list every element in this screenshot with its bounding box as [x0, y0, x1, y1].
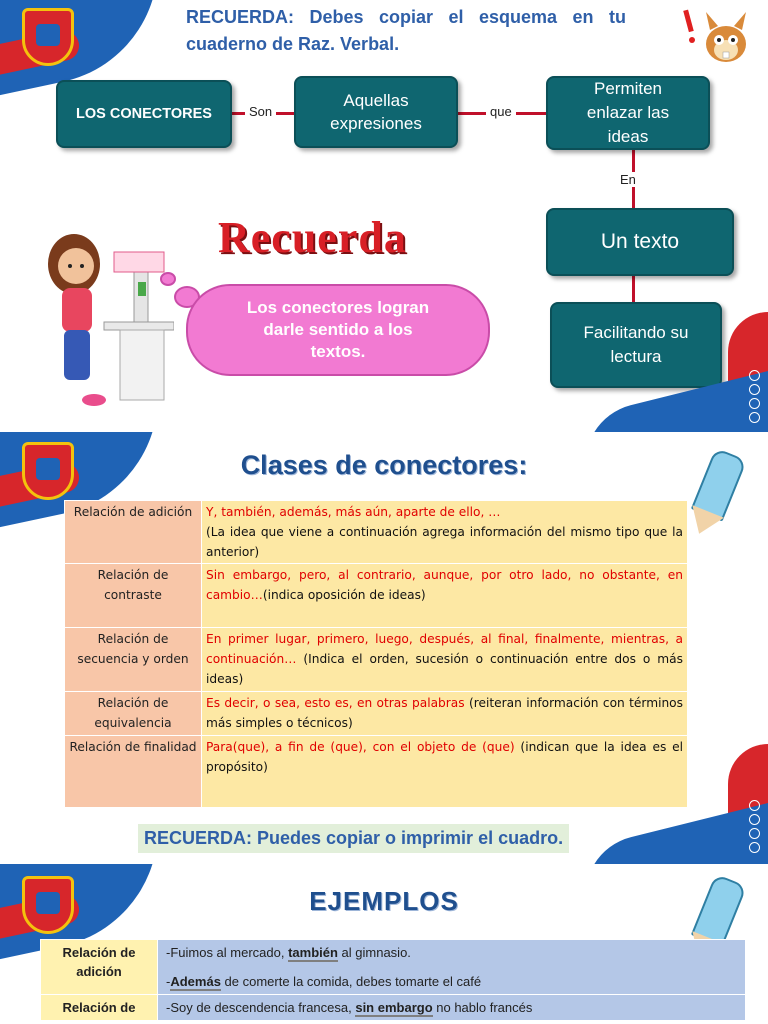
connector-explanation: (La idea que viene a continuación agrega información del mismo tipo que la anterior)	[206, 525, 683, 559]
highlighted-connector: Además	[170, 974, 221, 989]
relation-label: Relación de adición	[65, 501, 202, 564]
example-text: al gimnasio.	[337, 945, 411, 960]
squirrel-icon	[682, 4, 758, 68]
relation-label: Relación de secuencia y orden	[65, 628, 202, 692]
relation-label: Relación de finalidad	[65, 736, 202, 808]
slide-clases	[0, 432, 768, 864]
slide-esquema	[0, 0, 768, 432]
social-icons	[749, 370, 760, 423]
relation-description	[202, 564, 688, 628]
relation-description	[202, 692, 688, 736]
example-text: -Fuimos al mercado,	[166, 945, 289, 960]
relation-description	[202, 628, 688, 692]
box-los-conectores: LOS CONECTORES	[56, 80, 232, 148]
example-sentence	[166, 998, 741, 1017]
copy-note: RECUERDA: Puedes copiar o imprimir el cuadro.	[138, 824, 569, 853]
connector-explanation: (Indica el orden, sucesión o continuación entre dos o más ideas)	[206, 652, 683, 686]
girl-at-computer-illustration	[34, 222, 174, 412]
page-heading: RECUERDA: Debes copiar el esquema en tu cuaderno de Raz. Verbal.	[186, 7, 626, 54]
relation-label: Relación de adición	[41, 940, 158, 995]
example-text: -	[166, 974, 171, 989]
connector-list: En primer lugar, primero, luego, después, al final, finalmente, mientras, a continuación…	[206, 632, 683, 666]
relation-label: Relación de	[41, 995, 158, 1021]
instagram-icon	[749, 814, 760, 825]
link-son: Son	[245, 104, 276, 119]
connector-list: Es decir, o sea, esto es, en otras palabras	[206, 696, 465, 710]
link-en: En	[616, 172, 640, 187]
relation-description	[202, 736, 688, 808]
example-sentence	[166, 972, 741, 991]
social-icons	[749, 800, 760, 853]
table-row	[41, 940, 746, 995]
youtube-icon	[749, 828, 760, 839]
examples-table	[40, 939, 746, 1021]
table-row	[41, 995, 746, 1021]
link-que: que	[486, 104, 516, 119]
example-text: de comerte la comida, debes tomarte el café	[220, 974, 482, 989]
web-icon	[749, 842, 760, 853]
connector-explanation: (indica oposición de ideas)	[262, 588, 426, 602]
connector-list: Y, también, además, más aún, aparte de ello, …	[206, 505, 501, 519]
instagram-icon	[749, 384, 760, 395]
example-text: no hablo francés	[432, 1000, 533, 1015]
connector-list: Para(que), a fin de (que), con el objeto de (que)	[206, 740, 515, 754]
table-row	[65, 628, 688, 692]
box-facilitando-lectura: Facilitando su lectura	[550, 302, 722, 388]
highlighted-connector: sin embargo	[355, 1000, 433, 1015]
relation-label: Relación de contraste	[65, 564, 202, 628]
thought-cloud	[186, 284, 490, 376]
example-text: -Soy de descendencia francesa,	[166, 1000, 356, 1015]
cloud-text: Los conectores logran darle sentido a los textos.	[246, 298, 430, 361]
facebook-icon	[749, 370, 760, 381]
table-row	[65, 692, 688, 736]
relation-description	[202, 501, 688, 564]
table-row	[65, 501, 688, 564]
relation-label: Relación de equivalencia	[65, 692, 202, 736]
table-row	[65, 736, 688, 808]
box-un-texto: Un texto	[546, 208, 734, 276]
youtube-icon	[749, 398, 760, 409]
web-icon	[749, 412, 760, 423]
table-row	[65, 564, 688, 628]
slide-ejemplos	[0, 864, 768, 1024]
box-permiten-enlazar: Permiten enlazar las ideas	[546, 76, 710, 150]
connector-list: Sin embargo, pero, al contrario, aunque, por otro lado, no obstante, en cambio…	[206, 568, 683, 602]
section-title: Clases de conectores:	[240, 450, 528, 480]
connector-explanation: (indican que la idea es el propósito)	[206, 740, 684, 774]
facebook-icon	[749, 800, 760, 811]
highlighted-connector: también	[288, 945, 338, 960]
section-title: EJEMPLOS	[309, 886, 459, 916]
box-aquellas-expresiones: Aquellas expresiones	[294, 76, 458, 148]
examples-cell	[158, 995, 746, 1021]
connectors-table	[64, 500, 688, 808]
examples-cell	[158, 940, 746, 995]
recuerda-title: Recuerda	[218, 213, 407, 262]
connector-explanation: (reiteran información con términos más simples o técnicos)	[206, 696, 683, 730]
school-logo	[22, 8, 74, 68]
example-sentence	[166, 943, 741, 962]
connector-line	[632, 276, 635, 302]
